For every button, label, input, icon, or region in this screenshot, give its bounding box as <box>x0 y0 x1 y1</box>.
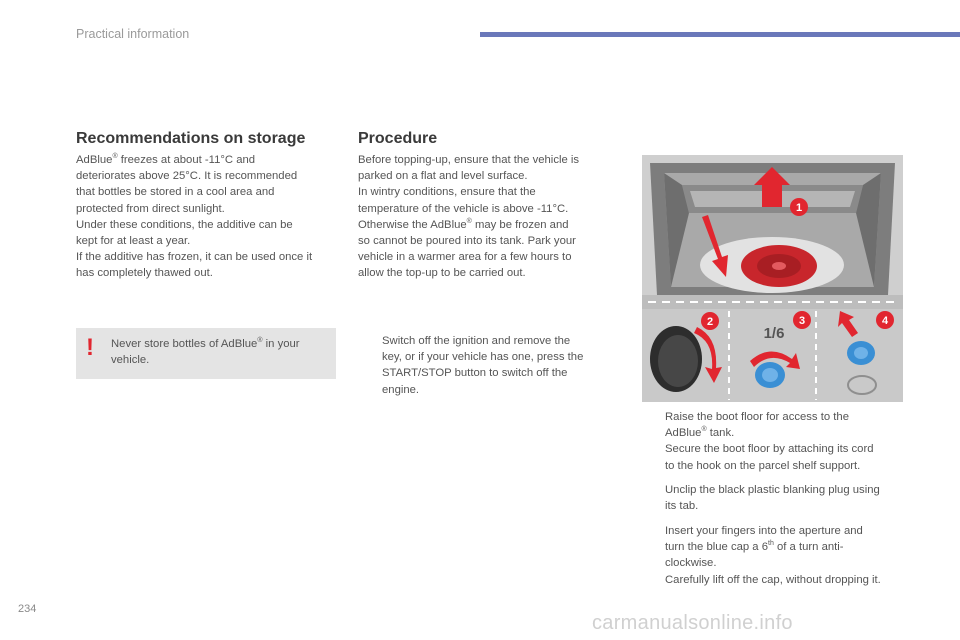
boot-illustration <box>642 155 903 402</box>
header-bar <box>480 32 960 37</box>
warning-icon: ! <box>86 334 94 361</box>
step-raise-floor: Raise the boot floor for access to the AdBlue® tank. Secure the boot floor by attaching its cord to the hook on the parcel shelf support. <box>665 411 874 472</box>
fraction-label: 1/6 <box>763 325 785 342</box>
step-unclip-plug: Unclip the black plastic blanking plug using its tab. <box>665 484 880 513</box>
procedure-intro: Before topping-up, ensure that the vehicle is parked on a flat and level surface. In wintry conditions, ensure that the temperature of the vehicle is above -11°C. Otherwise the AdBlue® may be frozen and so cannot be poured into its tank. Park your vehicle in a warmer area for a few hours to allow the top-up to be carried out. <box>358 154 580 280</box>
storage-heading: Recommendations on storage <box>76 130 306 147</box>
page-number: 234 <box>18 603 37 615</box>
procedure-heading: Procedure <box>358 130 438 147</box>
section-title: Practical information <box>76 27 190 41</box>
callout-1: 1 <box>795 202 803 214</box>
callout-3: 3 <box>798 315 806 327</box>
step-turn-cap: Insert your fingers into the aperture and turn the blue cap a 6th of a turn anti- clockwise. <box>665 525 863 570</box>
boot-illustration-svg <box>642 155 903 402</box>
warning-text: Never store bottles of AdBlue® in your vehicle. <box>111 337 300 367</box>
watermark: carmanualsonline.info <box>592 612 793 634</box>
callout-2: 2 <box>706 316 714 328</box>
warning-box <box>76 328 336 379</box>
step-switch-off: Switch off the ignition and remove the key, or if your vehicle has one, press the START/STOP button to switch off the engine. <box>382 335 584 396</box>
step-lift-cap: Carefully lift off the cap, without dropping it. <box>665 574 881 586</box>
storage-text: AdBlue® freezes at about -11°C and deteriorates above 25°C. It is recommended that bottles be stored in a cool area and protected from direct sunlight. Under these conditions, the additive can be kept for at least a year. If the additive has frozen, it can be used once it has completely thawed out. <box>76 153 313 280</box>
callout-4: 4 <box>881 315 889 327</box>
